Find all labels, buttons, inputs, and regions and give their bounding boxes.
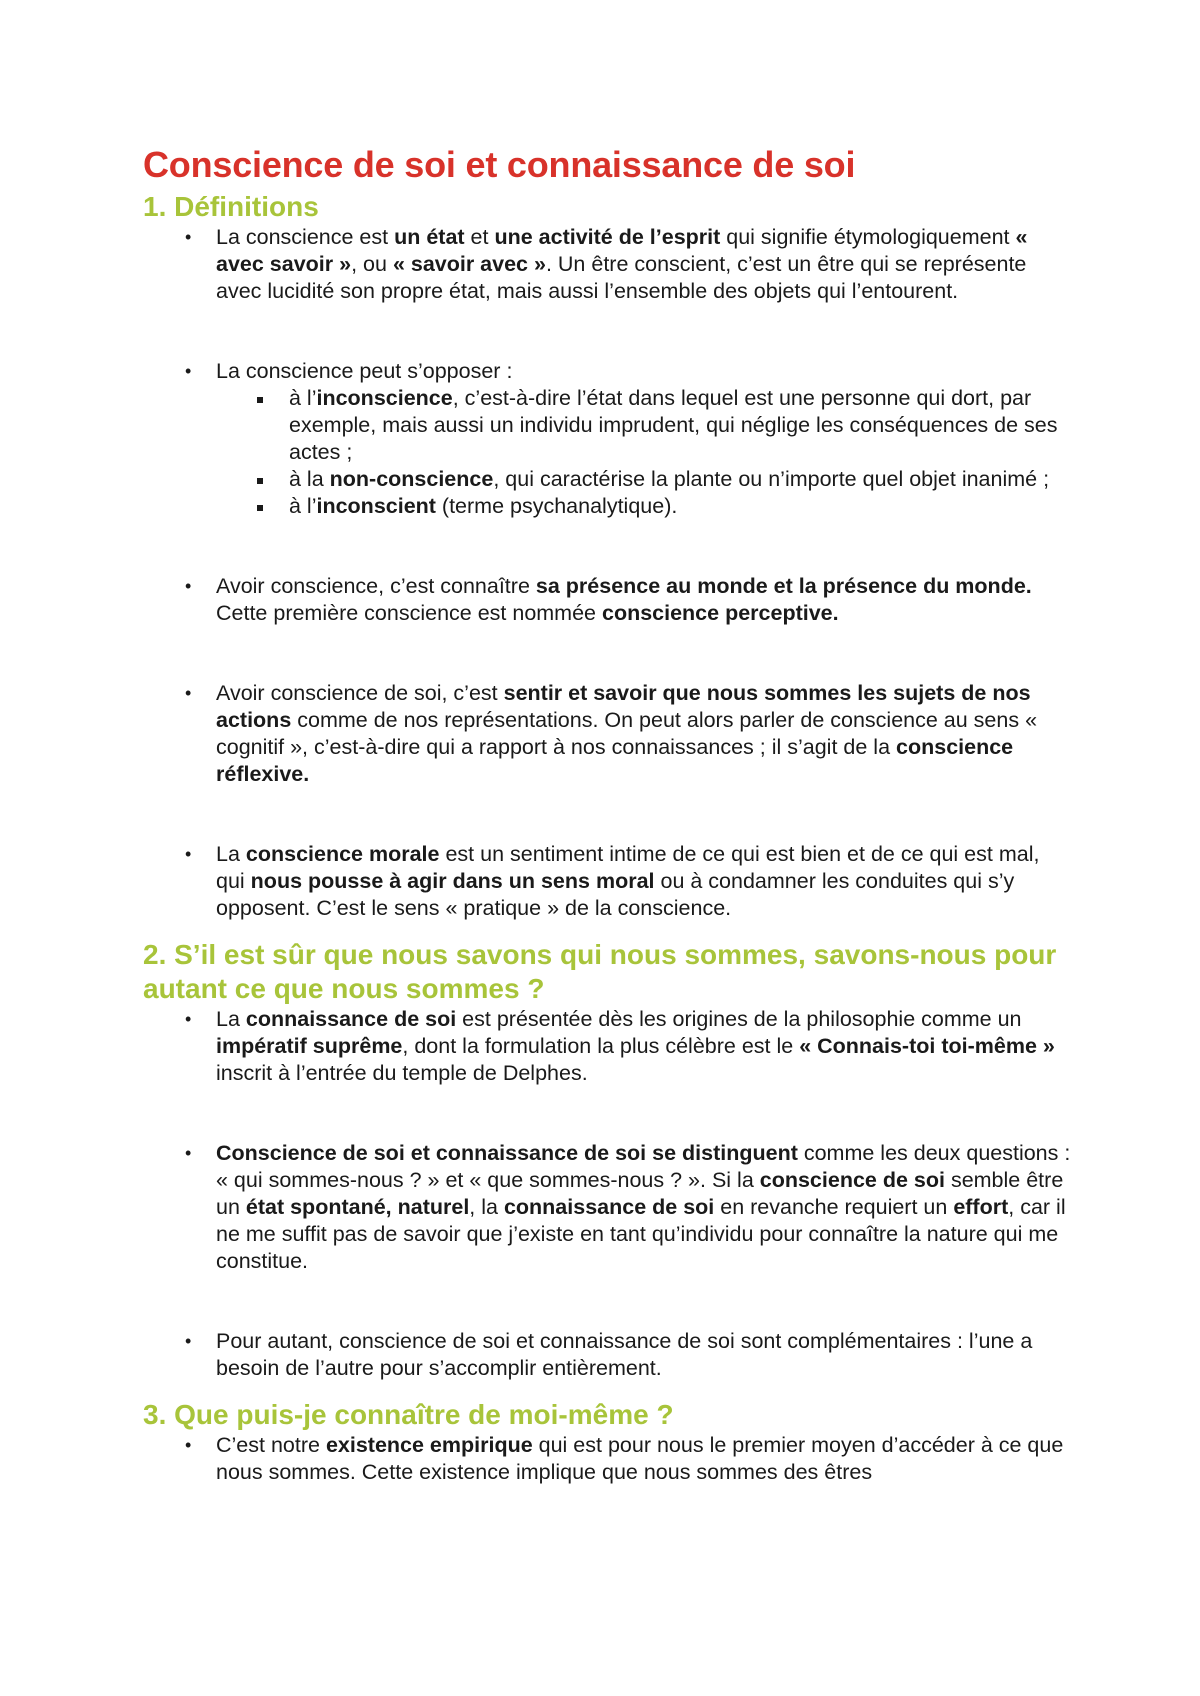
bullet-icon: • (185, 1435, 192, 1455)
text-run: , ou (351, 252, 393, 276)
square-bullet-icon (257, 397, 263, 403)
bold-text-run: « avec savoir » (216, 225, 1028, 276)
text-run: Avoir conscience, c’est connaître (216, 574, 536, 598)
section-3-list (143, 1432, 1073, 1486)
bold-text-run: connaissance de soi (245, 1007, 457, 1031)
list-item (143, 224, 1073, 305)
square-bullet-icon (257, 505, 263, 511)
text-run: en revanche requiert un (714, 1195, 954, 1219)
list-item (143, 1432, 1073, 1486)
bold-text-run: impératif suprême (216, 1034, 403, 1058)
list-item-text (216, 1007, 1055, 1085)
text-run: (terme psychanalytique). (435, 494, 678, 518)
list-item (143, 1140, 1073, 1275)
bold-text-run: conscience réflexive. (216, 735, 1014, 786)
text-run: est un sentiment intime de ce qui est bien et de ce qui est mal, qui (216, 842, 1040, 893)
text-run: La (216, 842, 246, 866)
square-bullet-icon (257, 478, 263, 484)
bold-text-run: sa présence au monde et la présence du monde. (535, 574, 1032, 598)
list-item (143, 573, 1073, 627)
text-run: semble être un (216, 1168, 1064, 1219)
bold-text-run: inconscient (316, 494, 436, 518)
bullet-icon: • (185, 683, 192, 703)
text-run: qui signifie étymologiquement (720, 225, 1016, 249)
bold-text-run: non-conscience (329, 467, 494, 491)
sub-list (216, 385, 1073, 520)
text-run: Cette première conscience est nommée (216, 601, 602, 625)
bold-text-run: Conscience de soi et connaissance de soi se distinguent (216, 1141, 798, 1165)
bullet-icon: • (185, 1331, 192, 1351)
list-item-text (216, 1433, 1063, 1484)
sub-list-item-text (289, 467, 1049, 491)
bold-text-run: un état (394, 225, 465, 249)
bullet-icon: • (185, 1143, 192, 1163)
text-run: à l’ (289, 494, 317, 518)
text-run: Pour autant, conscience de soi et connaissance de soi sont complémentaires : l’une a besoin de l’autre pour s’accomplir entièrement. (216, 1329, 1033, 1380)
list-item (143, 1006, 1073, 1087)
text-run: inscrit à l’entrée du temple de Delphes. (216, 1061, 588, 1085)
text-run: Avoir conscience de soi, c’est (216, 681, 504, 705)
list-item-text (216, 1329, 1032, 1380)
bullet-icon: • (185, 361, 192, 381)
text-run: La conscience est (216, 225, 395, 249)
text-run: et (464, 225, 495, 249)
bold-text-run: existence empirique (325, 1433, 533, 1457)
text-run: . Un être conscient, c’est un être qui se représente avec lucidité son propre état, mais aussi l’ensemble des objets qui l’entourent. (216, 252, 1027, 303)
bold-text-run: « savoir avec » (392, 252, 546, 276)
text-run: , la (469, 1195, 504, 1219)
bullet-icon: • (185, 227, 192, 247)
list-item (143, 358, 1073, 520)
bullet-icon: • (185, 1009, 192, 1029)
list-item-text (216, 359, 512, 383)
list-item-text (216, 1141, 1070, 1273)
text-run: ou à condamner les conduites qui s’y opposent. C’est le sens « pratique » de la conscience. (216, 869, 1015, 920)
bullet-icon: • (185, 576, 192, 596)
list-item (143, 1328, 1073, 1382)
text-run: , qui caractérise la plante ou n’importe quel objet inanimé ; (493, 467, 1050, 491)
text-run: , car il ne me suffit pas de savoir que j’existe en tant qu’individu pour connaître la nature qui me constitue. (216, 1195, 1066, 1273)
bold-text-run: inconscience (316, 386, 453, 410)
bold-text-run: conscience perceptive. (601, 601, 839, 625)
text-run: est présentée dès les origines de la philosophie comme un (456, 1007, 1022, 1031)
text-run: La (216, 1007, 246, 1031)
sub-list-item (216, 466, 1073, 493)
bold-text-run: connaissance de soi (503, 1195, 715, 1219)
list-item (143, 841, 1073, 922)
bold-text-run: conscience de soi (759, 1168, 945, 1192)
section-heading-2: 2. S’il est sûr que nous savons qui nous sommes, savons-nous pour autant ce que nous sommes ? (143, 939, 1057, 1004)
section-heading-3: 3. Que puis-je connaître de moi-même ? (143, 1399, 674, 1430)
text-run: à la (289, 467, 330, 491)
bold-text-run: « Connais-toi toi-même » (799, 1034, 1055, 1058)
sub-list-item-text (289, 494, 677, 518)
list-item-text (216, 225, 1027, 303)
bullet-icon: • (185, 844, 192, 864)
section-1-list (143, 224, 1073, 922)
list-item-text (216, 681, 1037, 786)
text-run: à l’ (289, 386, 317, 410)
section-2-list (143, 1006, 1073, 1382)
text-run: , dont la formulation la plus célèbre est le (402, 1034, 800, 1058)
text-run: qui est pour nous le premier moyen d’accéder à ce que nous sommes. Cette existence implique que nous sommes des êtres (216, 1433, 1064, 1484)
list-item (143, 680, 1073, 788)
bold-text-run: nous pousse à agir dans un sens moral (250, 869, 655, 893)
section-heading-1: 1. Définitions (143, 191, 319, 222)
text-run: comme les deux questions : « qui sommes-nous ? » et « que sommes-nous ? ». Si la (216, 1141, 1071, 1192)
bold-text-run: effort (953, 1195, 1009, 1219)
text-run: La conscience peut s’opposer : (216, 359, 513, 383)
bold-text-run: état spontané, naturel (245, 1195, 470, 1219)
document-content (143, 140, 1073, 1486)
text-run: , c’est-à-dire l’état dans lequel est une personne qui dort, par exemple, mais aussi un individu imprudent, qui néglige les conséquences de ses actes ; (289, 386, 1058, 464)
list-item-text (216, 842, 1039, 920)
text-run: comme de nos représentations. On peut alors parler de conscience au sens « cognitif », c’est-à-dire qui a rapport à nos connaissances ; il s’agit de la (216, 708, 1038, 759)
text-run: C’est notre (216, 1433, 326, 1457)
bold-text-run: sentir et savoir que nous sommes les sujets de nos actions (216, 681, 1031, 732)
list-item-text (216, 574, 1032, 625)
sub-list-item (216, 493, 1073, 520)
sub-list-item (216, 385, 1073, 466)
sub-list-item-text (289, 386, 1057, 464)
document-title: Conscience de soi et connaissance de soi (143, 144, 856, 185)
bold-text-run: une activité de l’esprit (494, 225, 721, 249)
bold-text-run: conscience morale (245, 842, 440, 866)
